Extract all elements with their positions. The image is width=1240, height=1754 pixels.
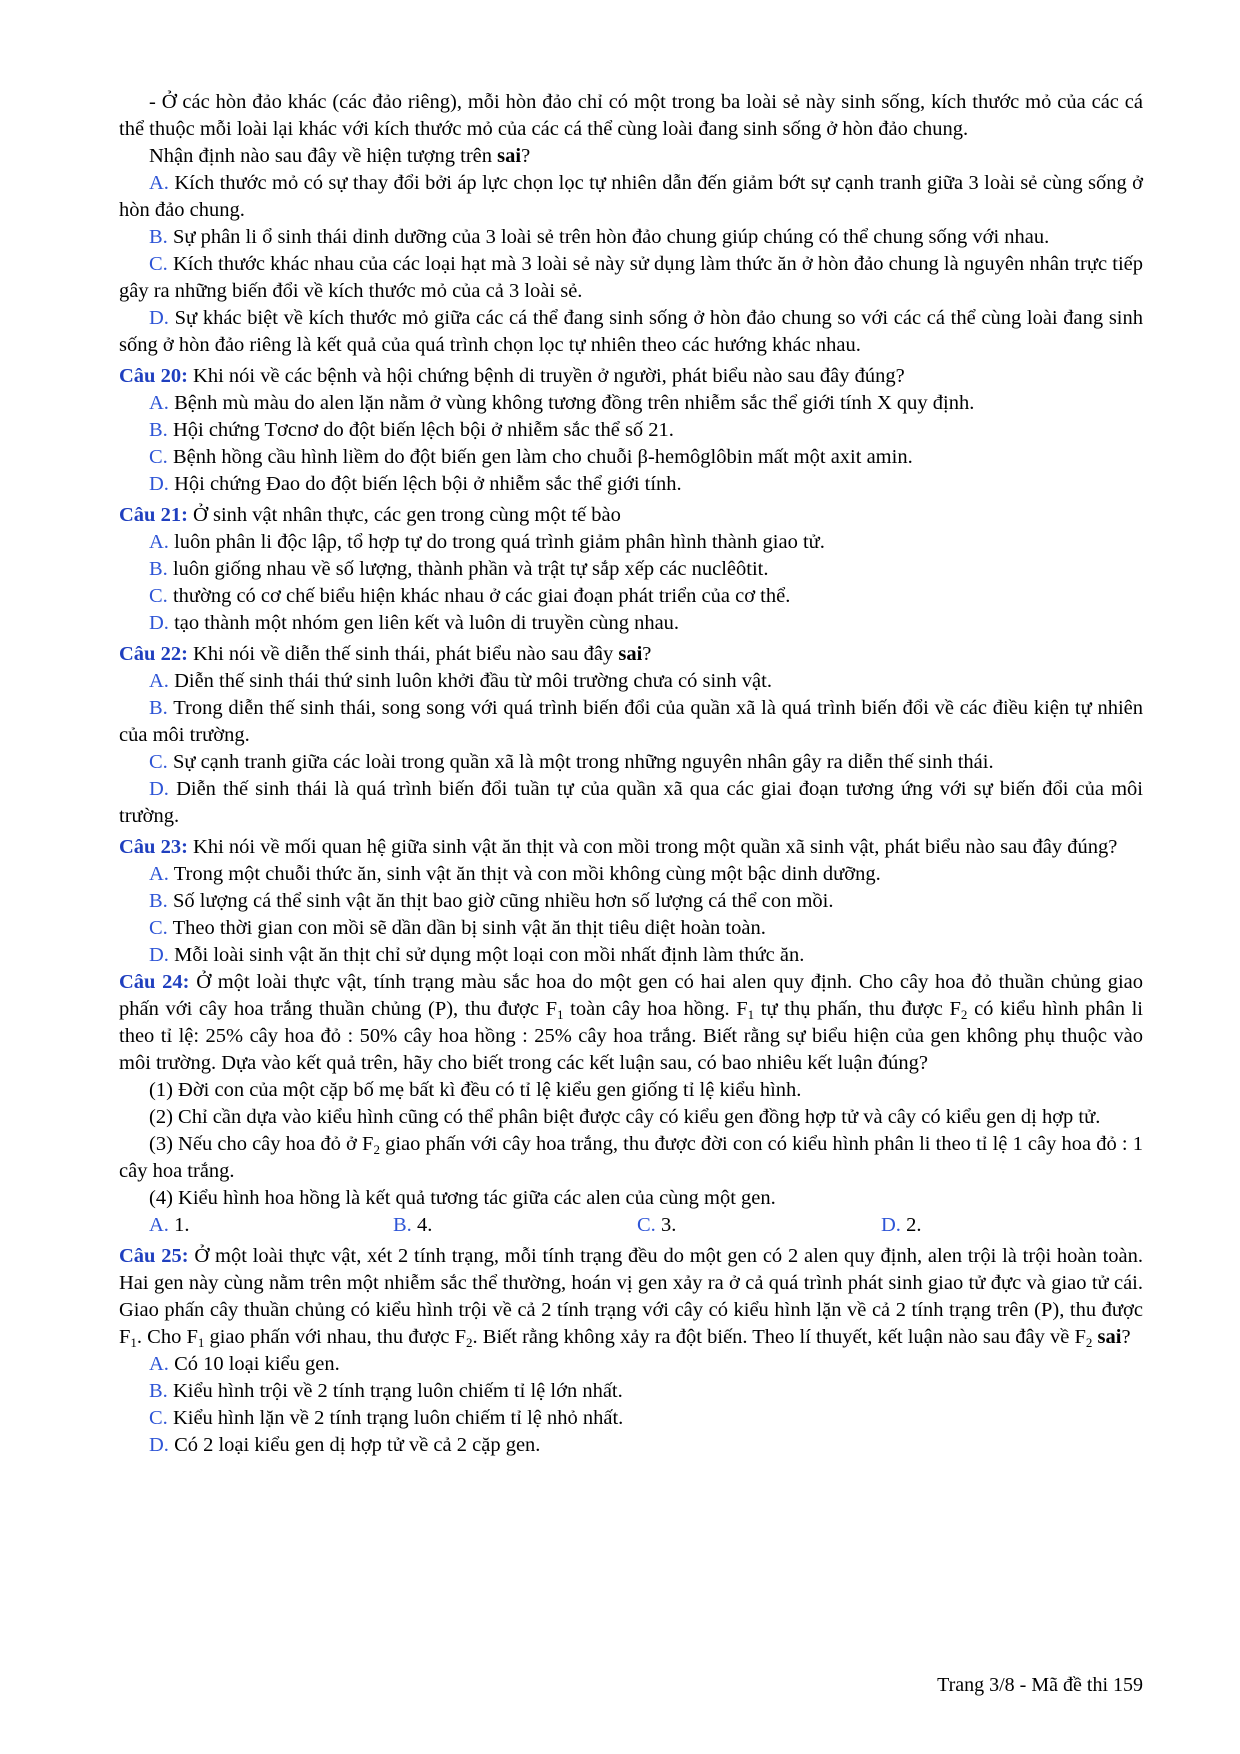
- q21-option-a: A. luôn phân li độc lập, tổ hợp tự do trong quá trình giảm phân hình thành giao tử.: [149, 531, 825, 553]
- q24-answer-d: D. 2.: [881, 1214, 922, 1236]
- q24-answer-b: B. 4.: [393, 1214, 433, 1236]
- q24-statement-4: (4) Kiểu hình hoa hồng là kết quả tương tác giữa các alen của cùng một gen.: [149, 1187, 776, 1209]
- q25-option-c: C. Kiểu hình lặn về 2 tính trạng luôn chiếm tỉ lệ nhỏ nhất.: [149, 1407, 624, 1429]
- q23-option-b: B. Số lượng cá thể sinh vật ăn thịt bao giờ cũng nhiều hơn số lượng cá thể con mồi.: [149, 890, 834, 912]
- q21-option-b: B. luôn giống nhau về số lượng, thành phần và trật tự sắp xếp các nuclêôtit.: [149, 558, 769, 580]
- q21-option-d: D. tạo thành một nhóm gen liên kết và luôn di truyền cùng nhau.: [149, 612, 680, 634]
- q21-option-c: C. thường có cơ chế biểu hiện khác nhau ở các giai đoạn phát triển của cơ thể.: [149, 585, 791, 607]
- question-24: Câu 24: Ở một loài thực vật, tính trạng màu sắc hoa do một gen có hai alen quy định. Cho cây hoa đỏ thuần chủng giao phấn với cây hoa trắng thuần chủng (P), thu được $F_1$ toàn cây hoa hồng. $F_1$ tự thụ phấn, thu được $F_2$ có kiểu hình phân li theo tỉ lệ: 25% cây hoa đỏ : 50% cây hoa hồng : 25% cây hoa trắng. Biết rằng sự biểu hiện của gen không phụ thuộc vào môi trường. Dựa vào kết quả trên, hãy cho biết trong các kết luận sau, có bao nhiêu kết luận đúng?: [119, 971, 1143, 1074]
- question-25: Câu 25: Ở một loài thực vật, xét 2 tính trạng, mỗi tính trạng đều do một gen có 2 alen quy định, alen trội là trội hoàn toàn. Hai gen này cùng nằm trên một nhiễm sắc thể thường, hoán vị gen xảy ra ở cả quá trình phát sinh giao tử đực và giao tử cái. Giao phấn cây thuần chủng có kiểu hình trội về cả 2 tính trạng với cây có kiểu hình lặn về cả 2 tính trạng trên (P), thu được $F_1$. Cho $F_1$ giao phấn với nhau, thu được $F_2$. Biết rằng không xảy ra đột biến. Theo lí thuyết, kết luận nào sau đây về $F_2$ sai?: [119, 1245, 1143, 1350]
- q25-option-a: A. Có 10 loại kiểu gen.: [149, 1353, 340, 1375]
- intro-option-b: B. Sự phân li ổ sinh thái dinh dưỡng của 3 loài sẻ trên hòn đảo chung giúp chúng có thể chung sống với nhau.: [149, 226, 1050, 248]
- intro-question: Nhận định nào sau đây về hiện tượng trên sai?: [149, 145, 531, 167]
- q24-answers: [119, 1212, 1143, 1239]
- q24-answer-a: A. 1.: [149, 1214, 190, 1236]
- q24-statement-1: (1) Đời con của một cặp bố mẹ bất kì đều có tỉ lệ kiểu gen giống tỉ lệ kiểu hình.: [149, 1079, 802, 1101]
- q22-option-a: A. Diễn thế sinh thái thứ sinh luôn khởi đầu từ môi trường chưa có sinh vật.: [149, 670, 772, 692]
- q25-option-d: D. Có 2 loại kiểu gen dị hợp tử về cả 2 cặp gen.: [149, 1434, 541, 1456]
- intro-option-a: A. Kích thước mỏ có sự thay đổi bởi áp lực chọn lọc tự nhiên dẫn đến giảm bớt sự cạnh tranh giữa 3 loài sẻ cùng sống ở hòn đảo chung.: [119, 172, 1143, 221]
- q22-option-d: D. Diễn thế sinh thái là quá trình biến đổi tuần tự của quần xã qua các giai đoạn tương ứng với sự biến đổi của môi trường.: [119, 778, 1144, 827]
- question-23: Câu 23: Khi nói về mối quan hệ giữa sinh vật ăn thịt và con mồi trong một quần xã sinh vật, phát biểu nào sau đây đúng?: [119, 836, 1118, 858]
- q23-option-a: A. Trong một chuỗi thức ăn, sinh vật ăn thịt và con mồi không cùng một bậc dinh dưỡng.: [149, 863, 881, 885]
- q24-answer-c: C. 3.: [637, 1214, 677, 1236]
- page-content: [119, 89, 1143, 1459]
- q20-option-b: B. Hội chứng Tơcnơ do đột biến lệch bội ở nhiễm sắc thể số 21.: [149, 419, 674, 441]
- q24-statement-2: (2) Chỉ cần dựa vào kiểu hình cũng có thể phân biệt được cây có kiểu gen đồng hợp tử và cây có kiểu gen dị hợp tử.: [149, 1106, 1101, 1128]
- q20-option-d: D. Hội chứng Đao do đột biến lệch bội ở nhiễm sắc thể giới tính.: [149, 473, 682, 495]
- q23-option-d: D. Mỗi loài sinh vật ăn thịt chỉ sử dụng một loại con mồi nhất định làm thức ăn.: [149, 944, 805, 966]
- q24-statement-3: (3) Nếu cho cây hoa đỏ ở $F_2$ giao phấn với cây hoa trắng, thu được đời con có kiểu hình phân li theo tỉ lệ 1 cây hoa đỏ : 1 cây hoa trắng.: [119, 1133, 1143, 1182]
- intro-option-c: C. Kích thước khác nhau của các loại hạt mà 3 loài sẻ này sử dụng làm thức ăn ở hòn đảo chung là nguyên nhân trực tiếp gây ra những biến đổi về kích thước mỏ của cả 3 loài sẻ.: [119, 253, 1144, 302]
- q20-option-c: C. Bệnh hồng cầu hình liềm do đột biến gen làm cho chuỗi β-hemôglôbin mất một axit amin.: [149, 446, 913, 468]
- q22-option-b: B. Trong diễn thế sinh thái, song song với quá trình biến đổi của quần xã là quá trình biến đổi về các điều kiện tự nhiên của môi trường.: [119, 697, 1143, 746]
- page-footer: Trang 3/8 - Mã đề thi 159: [937, 1674, 1143, 1696]
- question-20: Câu 20: Khi nói về các bệnh và hội chứng bệnh di truyền ở người, phát biểu nào sau đây đúng?: [119, 365, 905, 387]
- question-21: Câu 21: Ở sinh vật nhân thực, các gen trong cùng một tế bào: [119, 504, 621, 526]
- question-22: Câu 22: Khi nói về diễn thế sinh thái, phát biểu nào sau đây sai?: [119, 643, 652, 665]
- intro-option-d: D. Sự khác biệt về kích thước mỏ giữa các cá thể đang sinh sống ở hòn đảo chung so với các cá thể cùng loài đang sinh sống ở hòn đảo riêng là kết quả của quá trình chọn lọc tự nhiên theo các hướng khác nhau.: [119, 307, 1144, 356]
- q25-option-b: B. Kiểu hình trội về 2 tính trạng luôn chiếm tỉ lệ lớn nhất.: [149, 1380, 623, 1402]
- q22-option-c: C. Sự cạnh tranh giữa các loài trong quần xã là một trong những nguyên nhân gây ra diễn thế sinh thái.: [149, 751, 994, 773]
- q23-option-c: C. Theo thời gian con mồi sẽ dần dần bị sinh vật ăn thịt tiêu diệt hoàn toàn.: [149, 917, 766, 939]
- intro-continuation: - Ở các hòn đảo khác (các đảo riêng), mỗi hòn đảo chỉ có một trong ba loài sẻ này sinh sống, kích thước mỏ của các cá thể thuộc mỗi loài lại khác với kích thước mỏ của các cá thể cùng loài đang sinh sống ở hòn đảo chung.: [119, 91, 1143, 140]
- q20-option-a: A. Bệnh mù màu do alen lặn nằm ở vùng không tương đồng trên nhiễm sắc thể giới tính X quy định.: [149, 392, 975, 414]
